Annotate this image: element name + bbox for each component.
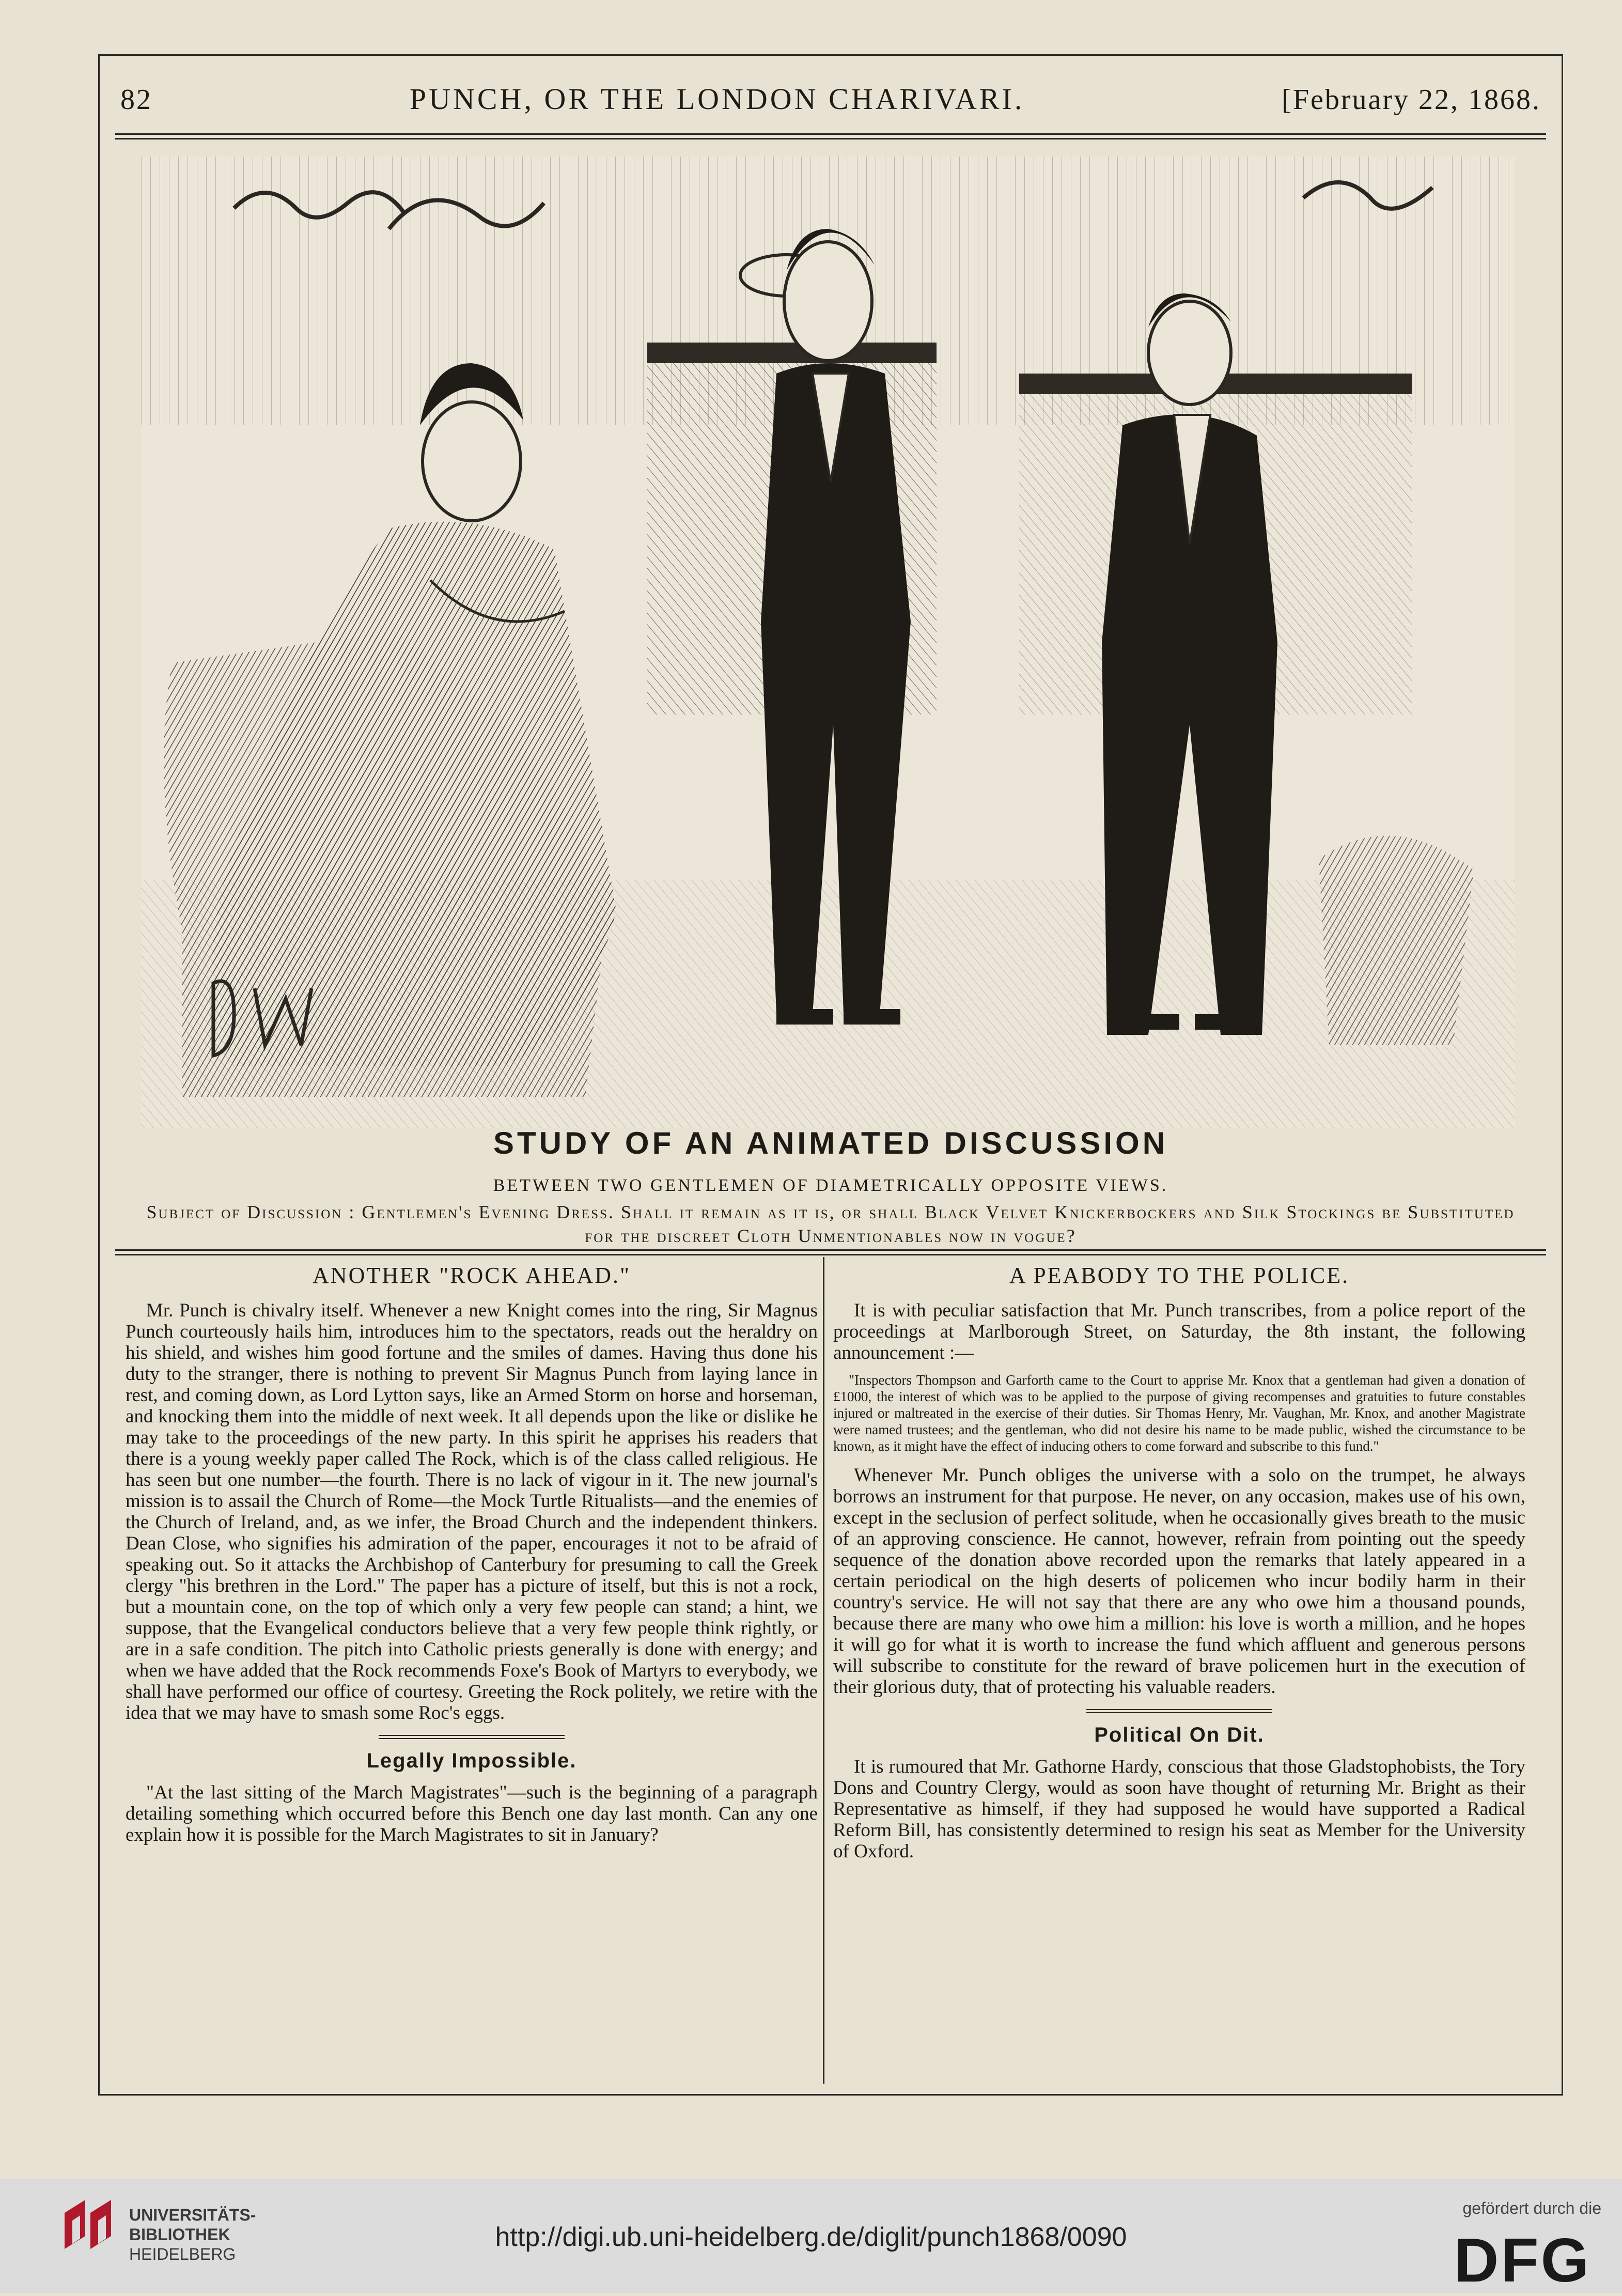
article-subheading: Political On Dit. (1094, 1724, 1265, 1746)
permalink[interactable]: http://digi.ub.uni-heidelberg.de/diglit/punch1868/0090 (495, 2222, 1127, 2252)
article-body: Mr. Punch is chivalry itself. Whenever a new Knight comes into the ring, Sir Magnus Punch courteously hails him, introduces him to the spectators, reads out the heraldry on his shield, and wishes him good fortune and the smiles of dames. Having thus done his duty to the stranger, there is nothing to prevent Sir Magnus Punch from laying lance in rest, and coming down, as Lord Lytton says, like an Armed Storm on horse and horseman, and knocking them into the middle of next week. It all depends upon the like or dislike he may take to the proceedings of the new party. In this spirit he apprises his readers that there is a young weekly paper called The Rock, which is of the class called religious. He has seen but one number—the fourth. There is no lack of vigour in it. The new journal's mission is to assail the Church of Rome—the Mock Turtle Ritualists—and the enemies of the Church of Ireland, and, as we infer, the Broad Church and the independent thinkers. Dean Close, who signifies his admiration of the paper, encourages it not to be afraid of speaking out. So it attacks the Archbishop of Canterbury for presuming to call the Greek clergy "his brethren in the Lord." The paper has a picture of itself, but this is not a rock, but a mountain cone, on the top of which only a very few people can stand; a hint, we suppose, that the Evangelical conductors believe that a very few people think rightly, or are in a safe condition. The pitch into Catholic priests generally is done with energy; and when we have added that the Rock recommends Foxe's Book of Martyrs to everybody, we shall have performed our office of courtesy. Greeting the Rock politely, we retire with the idea that we may have to smash some Roc's eggs. (126, 1300, 818, 1724)
article-intro: It is with peculiar satisfaction that Mr. Punch transcribes, from a police report of the proceedings at Marlborough Street, on Saturday, the 8th instant, the following announcement :— (833, 1300, 1525, 1363)
page-header (120, 82, 1541, 128)
cartoon-caption: Subject of Discussion : Gentlemen's Evening Dress. Shall it remain as it is, or shall Black Velvet Knickerbockers and Silk Stockings be Substituted for the discreet Cloth Unmentionables now in vogue? (146, 1202, 1515, 1246)
article-quote: "Inspectors Thompson and Garforth came to the Court to apprise Mr. Knox that a gentleman had given a donation of £1000, the interest of which was to be applied to the purpose of giving recompenses and gratuities to future constables injured or maltreated in the exercise of their duties. Sir Thomas Henry, Mr. Vaughan, Mr. Knox, and another Magistrate were named trustees; and the gentleman, who did not desire his name to be made public, wished the circumstance to be known, as it might have the effect of inducing others to come forward and subscribe to this fund." (833, 1372, 1525, 1454)
page-number: 82 (120, 84, 152, 116)
article-subbody: "At the last sitting of the March Magistrates"—such is the beginning of a paragraph detailing something which occurred before this Bench one day last month. Can any one explain how it is possible for the March Magistrates to sit in January? (126, 1782, 818, 1845)
article-heading: A PEABODY TO THE POLICE. (1009, 1263, 1350, 1288)
cartoon-title: STUDY OF AN ANIMATED DISCUSSION (493, 1126, 1168, 1160)
right-column (833, 1262, 1525, 1862)
section-rule (115, 1249, 1546, 1255)
article-separator (379, 1735, 565, 1739)
publication-title: PUNCH, OR THE LONDON CHARIVARI. (409, 82, 1025, 116)
digitization-footer (0, 2179, 1622, 2293)
header-rule (115, 133, 1546, 139)
article-body: Whenever Mr. Punch obliges the universe with a solo on the trumpet, he always borrows an instrument for that purpose. He never, on any occasion, makes use of his own, except in the seclusion of perfect solitude, when he occasionally gives breath to the music of an approving conscience. He cannot, however, refrain from pointing out the speedy sequence of the donation above recorded upon the remarks that lately appeared in a certain periodical on the high deserts of policemen who incur bodily harm in their country's service. He will not say that there are any who owe him a thousand pounds, because there are many who owe him a million: his love is worth a million, and he hopes it will go for what it is worth to increase the fund which affluent and generous persons will subscribe to constitute for the reward of brave policemen hurt in the execution of their glorious duty, that of protecting his valuable readers. (833, 1465, 1525, 1698)
funding-note: gefördert durch die (1462, 2199, 1601, 2217)
issue-date: [February 22, 1868. (1282, 84, 1541, 116)
article-heading: ANOTHER "ROCK AHEAD." (313, 1263, 631, 1288)
cartoon-subtitle: BETWEEN TWO GENTLEMEN OF DIAMETRICALLY OPPOSITE VIEWS. (493, 1176, 1168, 1195)
article-subheading: Legally Impossible. (366, 1749, 577, 1772)
library-name: UNIVERSITÄTS- BIBLIOTHEK HEIDELBERG (129, 2206, 256, 2263)
article-separator (1086, 1709, 1272, 1713)
column-divider (823, 1257, 824, 2084)
cartoon-illustration (141, 157, 1515, 1128)
left-column (126, 1262, 818, 1845)
newspaper-page (98, 54, 1563, 2096)
dfg-logo: DFG (1454, 2226, 1591, 2295)
article-subbody: It is rumoured that Mr. Gathorne Hardy, conscious that those Gladstophobists, the Tory Dons and Country Clergy, would as soon have thought of returning Mr. Bright as their Representative as himself, if they had supposed he would have supported a Radical Reform Bill, has consistently determined to resign his seat as Member for the University of Oxford. (833, 1756, 1525, 1862)
